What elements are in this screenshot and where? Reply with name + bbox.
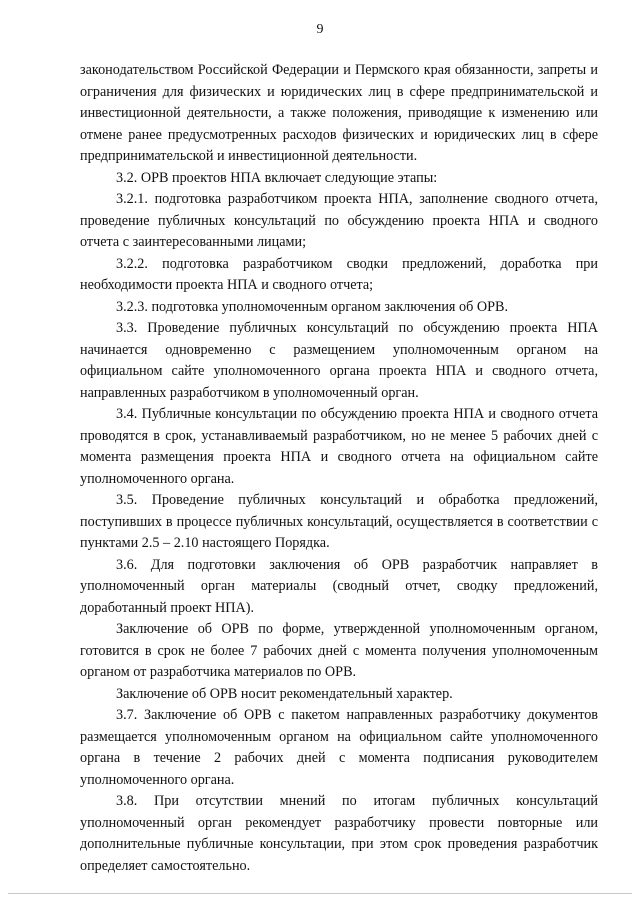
paragraph-conclusion-form: Заключение об ОРВ по форме, утвержденной уполномоченным органом, готовится в срок не более 7 рабочих дней с момента получения уполномоченным органом от разработчика материалов по ОРВ. — [80, 621, 598, 680]
paragraph-3-2-2: 3.2.2. подготовка разработчиком сводки предложений, доработка при необходимости проекта НПА и сводного отчета; — [80, 255, 598, 293]
paragraph-3-2-3: 3.2.3. подготовка уполномоченным органом заключения об ОРВ. — [116, 298, 509, 315]
page-number: 9 — [316, 22, 324, 37]
paragraph-3-6: 3.6. Для подготовки заключения об ОРВ разработчик направляет в уполномоченный орган материалы (сводный отчет, сводку предложений, доработанный проект НПА). — [80, 556, 598, 616]
page-bottom-divider — [8, 893, 632, 894]
paragraph-conclusion-nature: Заключение об ОРВ носит рекомендательный характер. — [116, 685, 453, 702]
document-body — [80, 60, 598, 877]
paragraph-3-2-1: 3.2.1. подготовка разработчиком проекта НПА, заполнение сводного отчета, проведение публичных консультаций по обсуждению проекта НПА и сводного отчета с заинтересованными лицами; — [80, 191, 598, 250]
paragraph-3-2: 3.2. ОРВ проектов НПА включает следующие этапы: — [116, 169, 438, 186]
paragraph-continuation: законодательством Российской Федерации и Пермского края обязанности, запреты и ограничения для физических и юридических лиц в сфере предпринимательской и инвестиционной деятельности, а также положения, приводящие к изменению или отмене ранее предусмотренных расходов физических и юридических лиц в сфере предпринимательской и инвестиционной деятельности. — [80, 62, 598, 164]
paragraph-3-7: 3.7. Заключение об ОРВ с пакетом направленных разработчику документов размещается уполномоченным органом на официальном сайте уполномоченного органа в течение 2 рабочих дней с момента подписания руководителем уполномоченного органа. — [80, 707, 598, 788]
paragraph-3-5: 3.5. Проведение публичных консультаций и обработка предложений, поступивших в процессе публичных консультаций, осуществляется в соответствии с пунктами 2.5 – 2.10 настоящего Порядка. — [80, 492, 598, 551]
paragraph-3-8: 3.8. При отсутствии мнений по итогам публичных консультаций уполномоченный орган рекомендует разработчику провести повторные или дополнительные публичные консультации, при этом срок проведения разработчик определяет самостоятельно. — [80, 793, 598, 874]
paragraph-3-3: 3.3. Проведение публичных консультаций по обсуждению проекта НПА начинается одновременно с размещением уполномоченным органом на официальном сайте уполномоченного органа проекта НПА и сводного отчета, направленных разработчиком в уполномоченный орган. — [80, 320, 598, 401]
paragraph-3-4: 3.4. Публичные консультации по обсуждению проекта НПА и сводного отчета проводятся в срок, устанавливаемый разработчиком, но не менее 5 рабочих дней с момента размещения проекта НПА и сводного отчета на официальном сайте уполномоченного органа. — [80, 406, 598, 487]
